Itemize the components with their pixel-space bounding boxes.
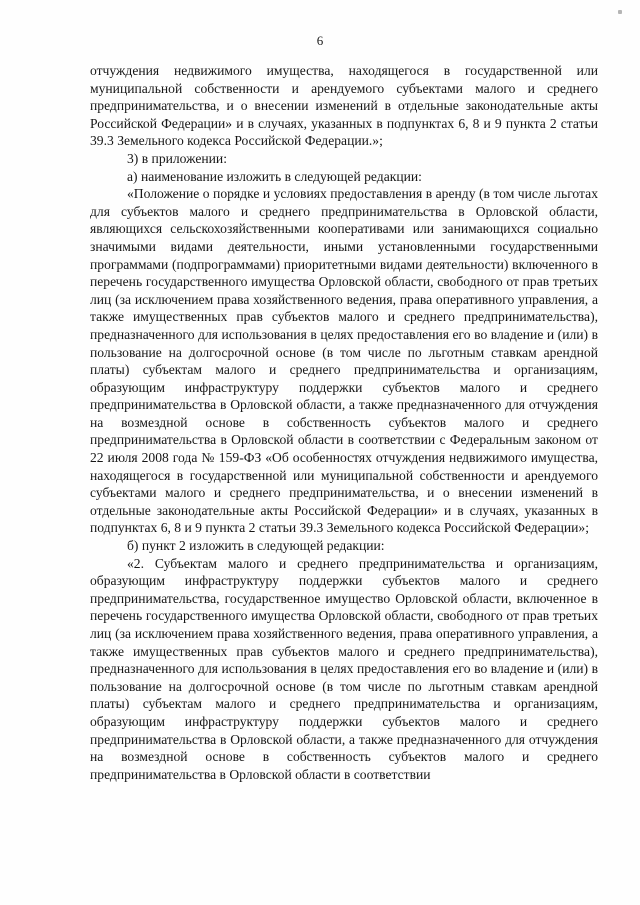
paragraph-item-b: б) пункт 2 изложить в следующей редакции: [127,538,385,554]
document-body [90,62,598,783]
paragraph-item-3: 3) в приложении: [127,150,227,166]
paragraph-quoted-title: «Положение о порядке и условиях предоставления в аренду (в том числе льготах для субъектов малого и среднего предпринимательства в Орловской области, являющихся сельскохозяйственными кооперативами или занимающихся социально значимыми видами деятельности, иными установленными государственными программами (подпрограммами) приоритетными видами деятельности) включенного в перечень государственного имущества Орловской области, свободного от прав третьих лиц (за исключением права хозяйственного ведения, права оперативного управления, а также имущественных прав субъектов малого и среднего предпринимательства), предназначенного для использования в целях предоставления его во владение и (или) в пользование на долгосрочной основе (в том числе по льготным ставкам арендной платы) субъектам малого и среднего предпринимательства и организациям, образующим инфраструктуру поддержки субъектов малого и среднего предпринимательства в Орловской области, а также предназначенного для отчуждения на возмездной основе в собственность субъектов малого и среднего предпринимательства в Орловской области в соответствии с Федеральным законом от 22 июля 2008 года № 159-ФЗ «Об особенностях отчуждения недвижимого имущества, находящегося в государственной или муниципальной собственности и арендуемого субъектами малого и среднего предпринимательства, и о внесении изменений в отдельные законодательные акты Российской Федерации» и в случаях, указанных в подпунктах 6, 8 и 9 пункта 2 статьи 39.3 Земельного кодекса Российской Федерации»; [90,186,598,536]
scan-artifact [618,10,622,14]
paragraph-item-a: а) наименование изложить в следующей редакции: [127,168,422,184]
page-number: 6 [316,33,324,48]
paragraph-quoted-point-2: «2. Субъектам малого и среднего предпринимательства и организациям, образующим инфраструктуру поддержки субъектов малого и среднего предпринимательства, государственное имущество Орловской области, включенное в перечень государственного имущества Орловской области, свободного от прав третьих лиц (за исключением права хозяйственного ведения, права оперативного управления, а также имущественных прав субъектов малого и среднего предпринимательства), предназначенного для использования в целях предоставления его во владение и (или) в пользование на долгосрочной основе (в том числе по льготным ставкам арендной платы) субъектам малого и среднего предпринимательства и организациям, образующим инфраструктуру поддержки субъектов малого и среднего предпринимательства в Орловской области, а также предназначенного для отчуждения на возмездной основе в собственность субъектов малого и среднего предпринимательства в Орловской области в соответствии [90,555,598,782]
paragraph-continuation: отчуждения недвижимого имущества, находящегося в государственной или муниципальной собственности и арендуемого субъектами малого и среднего предпринимательства, и о внесении изменений в отдельные законодательные акты Российской Федерации» и в случаях, указанных в подпунктах 6, 8 и 9 пункта 2 статьи 39.3 Земельного кодекса Российской Федерации.»; [90,63,598,149]
